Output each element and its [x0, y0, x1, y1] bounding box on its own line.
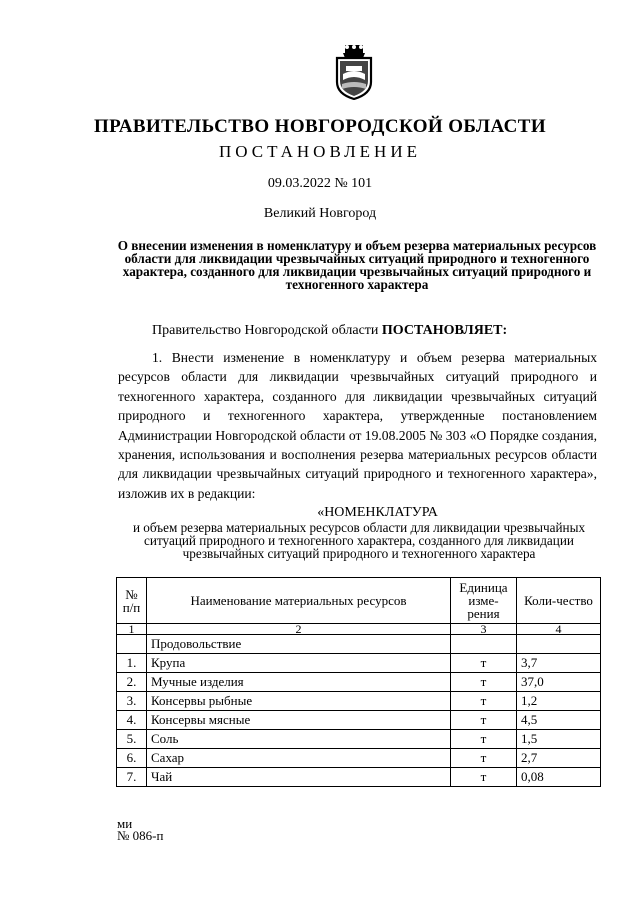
footer-code: [117, 818, 163, 842]
government-title: ПРАВИТЕЛЬСТВО НОВГОРОДСКОЙ ОБЛАСТИ: [94, 116, 546, 137]
nomenclature-subtitle: и объем резерва материальных ресурсов области для ликвидации чрезвычайных ситуаций природного и техногенного характера, созданного для ликвидации чрезвычайных ситуаций природного и техногенного характера: [132, 520, 586, 561]
quantity: 3,7: [517, 654, 601, 673]
section-unit-cell: [451, 635, 517, 654]
resource-name: Мучные изделия: [147, 673, 451, 692]
preamble-decree: ПОСТАНОВЛЯЕТ:: [381, 323, 508, 338]
unit: т: [451, 692, 517, 711]
table-row: [117, 692, 601, 711]
footer-initials: ми: [117, 816, 133, 831]
unit: т: [451, 768, 517, 787]
header-number: № п/п: [117, 578, 147, 624]
resource-name: Консервы мясные: [147, 711, 451, 730]
table-row: [117, 730, 601, 749]
document-subject: О внесении изменения в номенклатуру и объем резерва материальных ресурсов области для ликвидации чрезвычайных ситуаций природного и техногенного характера, созданного для ликвидации чрезвычайных ситуаций природного и техногенного характера: [117, 238, 597, 292]
row-number: 1.: [117, 654, 147, 673]
column-number: 3: [451, 624, 517, 635]
row-number: 7.: [117, 768, 147, 787]
row-number: 5.: [117, 730, 147, 749]
quantity: 4,5: [517, 711, 601, 730]
resource-name: Соль: [147, 730, 451, 749]
unit: т: [451, 730, 517, 749]
section-qty-cell: [517, 635, 601, 654]
unit: т: [451, 749, 517, 768]
column-number: 4: [517, 624, 601, 635]
header-unit: Единица изме-рения: [451, 578, 517, 624]
section-title: Продовольствие: [147, 635, 451, 654]
table-row: [117, 711, 601, 730]
unit: т: [451, 673, 517, 692]
preamble: [152, 323, 507, 339]
unit: т: [451, 654, 517, 673]
table-row: [117, 768, 601, 787]
header-resource-name: Наименование материальных ресурсов: [147, 578, 451, 624]
resource-name: Крупа: [147, 654, 451, 673]
row-number: 6.: [117, 749, 147, 768]
paragraph-1: 1. Внести изменение в номенклатуру и объем резерва материальных ресурсов области для ликвидации чрезвычайных ситуаций природного и техногенного характера, созданного для ликвидации чрезвычайных ситуаций природного и техногенного характера, утвержденные постановлением Администрации Новгородской области от 19.08.2005 № 303 «О Порядке создания, хранения, использования и восполнения резерва материальных ресурсов области для ликвидации чрезвычайных ситуаций природного и техногенного характера», изложив их в редакции:: [118, 350, 597, 501]
header-quantity: Коли-чество: [517, 578, 601, 624]
column-number-row: [117, 624, 601, 635]
nomenclature-title: «НОМЕНКЛАТУРА: [317, 505, 438, 520]
document-date-number: 09.03.2022 № 101: [267, 176, 373, 191]
table-header-row: [117, 578, 601, 624]
resource-name: Консервы рыбные: [147, 692, 451, 711]
table-row: [117, 654, 601, 673]
column-number: 1: [117, 624, 147, 635]
section-number-cell: [117, 635, 147, 654]
table-row: [117, 749, 601, 768]
section-row: [117, 635, 601, 654]
resources-table: [116, 577, 601, 787]
quantity: 1,5: [517, 730, 601, 749]
quantity: 1,2: [517, 692, 601, 711]
footer-doc-code: № 086-п: [117, 828, 164, 843]
preamble-text: Правительство Новгородской области: [152, 323, 382, 338]
document-type: ПОСТАНОВЛЕНИЕ: [218, 142, 421, 161]
row-number: 4.: [117, 711, 147, 730]
column-number: 2: [147, 624, 451, 635]
resource-name: Чай: [147, 768, 451, 787]
resource-name: Сахар: [147, 749, 451, 768]
row-number: 3.: [117, 692, 147, 711]
document-city: Великий Новгород: [263, 206, 377, 221]
quantity: 2,7: [517, 749, 601, 768]
quantity: 0,08: [517, 768, 601, 787]
row-number: 2.: [117, 673, 147, 692]
novgorod-coat-of-arms-icon: [331, 44, 377, 100]
unit: т: [451, 711, 517, 730]
quantity: 37,0: [517, 673, 601, 692]
table-row: [117, 673, 601, 692]
